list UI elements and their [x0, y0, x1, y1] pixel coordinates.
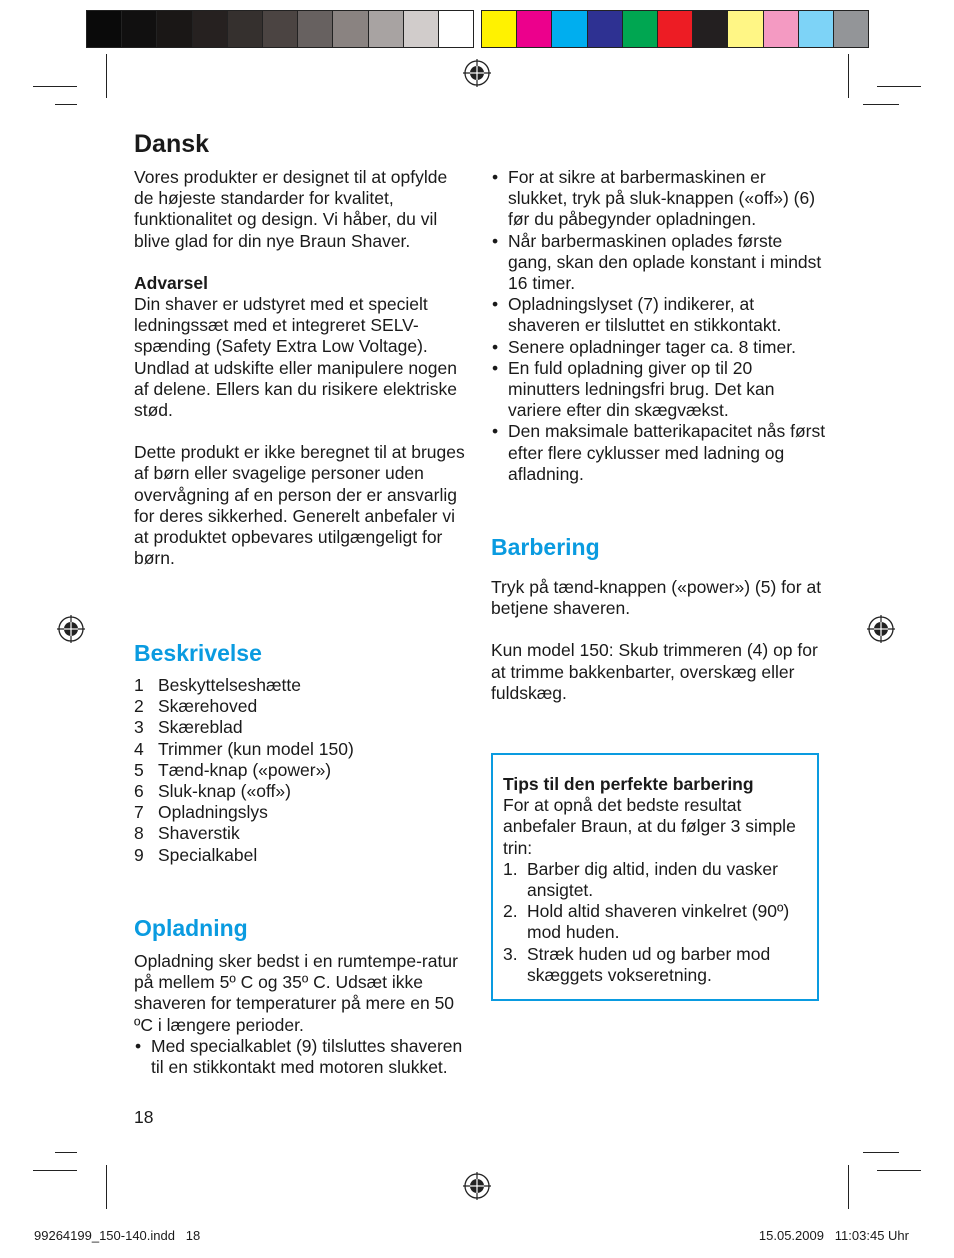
color-swatch	[87, 11, 122, 47]
list-item: • Opladningslyset (7) indikerer, at shaveren er tilsluttet en stikkontakt.	[491, 294, 826, 336]
registration-mark-icon	[867, 615, 895, 643]
color-swatch	[693, 11, 728, 47]
crop-mark	[863, 104, 899, 105]
description-item	[134, 845, 469, 866]
description-item-label: Trimmer (kun model 150)	[158, 738, 354, 759]
tips-step-text: Hold altid shaveren vinkelret (90º) mod huden.	[527, 901, 790, 943]
description-item-label: Skæreblad	[158, 717, 243, 738]
color-swatch	[369, 11, 404, 47]
description-list-container	[134, 675, 469, 866]
list-item: • Den maksimale batterikapacitet nås først efter flere cyklusser med ladning og afladning.	[491, 421, 826, 485]
tips-step	[503, 859, 811, 901]
description-item	[134, 696, 469, 717]
tips-box	[491, 753, 819, 1001]
color-swatch	[764, 11, 799, 47]
page-number: 18	[134, 1107, 154, 1127]
description-heading: Beskrivelse	[134, 640, 262, 666]
shaving-text-2: Kun model 150: Skub trimmeren (4) op for at trimme bakkenbarter, overskæg eller fuldskæg.	[491, 640, 818, 703]
tips-content	[503, 774, 811, 986]
color-swatch	[193, 11, 228, 47]
charging-heading: Opladning	[134, 915, 248, 941]
color-swatch	[228, 11, 263, 47]
shaving-text-1: Tryk på tænd-knappen («power») (5) for at betjene shaveren.	[491, 577, 822, 619]
crop-mark	[55, 1152, 77, 1153]
charging-bullets-left	[134, 1036, 469, 1078]
tips-step-number: 3.	[503, 943, 518, 964]
description-list	[134, 675, 469, 866]
description-item-label: Opladningslys	[158, 802, 268, 823]
shaving-container	[491, 577, 826, 704]
shaving-heading: Barbering	[491, 534, 600, 560]
color-swatch	[482, 11, 517, 47]
crop-mark	[33, 1170, 77, 1171]
crop-mark	[877, 86, 921, 87]
description-item-number: 1	[134, 675, 144, 695]
charging-right-container	[491, 167, 826, 485]
color-swatch	[623, 11, 658, 47]
charging-text: Opladning sker bedst i en rumtempe-ratur på mellem 5º C og 35º C. Udsæt ikke shaveren for temperaturer på mere en 50 ºC i længere perioder.	[134, 951, 458, 1035]
children-warning-text: Dette produkt er ikke beregnet til at bruges af børn eller svagelige personer uden overvågning af en person der er ansvarlig for deres sikkerhed. Generelt anbefaler vi at produktet opbevares utilgængeligt for børn.	[134, 442, 465, 569]
crop-mark	[848, 1165, 849, 1209]
tips-step-number: 1.	[503, 858, 518, 879]
description-item-label: Shaverstik	[158, 823, 240, 844]
warning-text: Din shaver er udstyret med et specielt ledningssæt med et integreret SELV-spænding (Safety Extra Low Voltage). Undlad at udskifte eller manipulere nogen af delene. Ellers kan du risikere elektriske stød.	[134, 294, 457, 421]
description-item-number: 6	[134, 781, 144, 802]
description-item	[134, 760, 469, 781]
color-swatch	[157, 11, 192, 47]
footer-file-info: 99264199_150-140.indd 18	[34, 1228, 201, 1243]
color-swatch	[263, 11, 298, 47]
crop-mark	[106, 54, 107, 98]
tips-step	[503, 901, 811, 943]
color-swatch	[834, 11, 868, 47]
registration-mark-icon	[463, 1172, 491, 1200]
description-item-label: Beskyttelseshætte	[158, 675, 301, 695]
description-item-label: Skærehoved	[158, 696, 258, 717]
description-item-number: 4	[134, 738, 144, 759]
tips-step-number: 2.	[503, 901, 518, 922]
list-item: • Med specialkablet (9) tilsluttes shaveren til en stikkontakt med motoren slukket.	[134, 1036, 469, 1078]
footer-timestamp: 15.05.2009 11:03:45 Uhr	[758, 1228, 909, 1243]
description-item	[134, 675, 469, 696]
crop-mark	[33, 86, 77, 87]
description-item-number: 9	[134, 844, 144, 865]
intro-paragraph: Vores produkter er designet til at opfylde de højeste standarder for kvalitet, funktionalitet og design. Vi håber, du vil blive glad for din nye Braun Shaver.	[134, 167, 448, 251]
description-item	[134, 739, 469, 760]
color-swatch	[588, 11, 623, 47]
tips-step-text: Stræk huden ud og barber mod skæggets vokseretning.	[527, 943, 771, 985]
crop-mark	[55, 104, 77, 105]
description-item-label: Tænd-knap («power»)	[158, 759, 332, 780]
charging-bullets-right	[491, 167, 826, 485]
color-swatch	[799, 11, 834, 47]
description-item	[134, 802, 469, 823]
page-title: Dansk	[134, 130, 210, 158]
tips-step-text: Barber dig altid, inden du vasker ansigtet.	[527, 858, 778, 901]
color-calibration-bar-grayscale	[86, 10, 474, 48]
registration-mark-icon	[463, 59, 491, 87]
description-item	[134, 717, 469, 738]
tips-step	[503, 944, 811, 986]
description-item	[134, 823, 469, 844]
description-item-number: 2	[134, 696, 144, 717]
charging-left-container	[134, 951, 469, 1078]
registration-mark-icon	[57, 615, 85, 643]
color-swatch	[122, 11, 157, 47]
tips-steps	[503, 859, 811, 986]
crop-mark	[106, 1165, 107, 1209]
description-item-number: 7	[134, 802, 144, 823]
list-item: • En fuld opladning giver op til 20 minutters ledningsfri brug. Det kan variere efter din skægvækst.	[491, 358, 826, 422]
list-item: • Senere opladninger tager ca. 8 timer.	[491, 337, 826, 358]
color-swatch	[517, 11, 552, 47]
description-item-label: Sluk-knap («off»)	[158, 781, 291, 802]
warning-heading: Advarsel	[134, 272, 208, 293]
left-column	[134, 167, 469, 569]
description-item-number: 5	[134, 759, 144, 780]
description-item-label: Specialkabel	[158, 844, 258, 865]
color-swatch	[333, 11, 368, 47]
color-swatch	[439, 11, 473, 47]
color-swatch	[298, 11, 333, 47]
color-swatch	[658, 11, 693, 47]
crop-mark	[877, 1170, 921, 1171]
list-item: • For at sikre at barbermaskinen er slukket, tryk på sluk-knappen («off») (6) før du påbegynder opladningen.	[491, 167, 826, 231]
crop-mark	[863, 1152, 899, 1153]
description-item-number: 3	[134, 717, 144, 738]
description-item	[134, 781, 469, 802]
list-item: • Når barbermaskinen oplades første gang, skan den oplade konstant i mindst 16 timer.	[491, 231, 826, 295]
color-swatch	[728, 11, 763, 47]
crop-mark	[848, 54, 849, 98]
tips-intro: For at opnå det bedste resultat anbefaler Braun, at du følger 3 simple trin:	[503, 795, 796, 858]
tips-heading: Tips til den perfekte barbering	[503, 774, 754, 794]
color-swatch	[404, 11, 439, 47]
description-item-number: 8	[134, 823, 144, 844]
color-calibration-bar-cmyk	[481, 10, 869, 48]
color-swatch	[552, 11, 587, 47]
